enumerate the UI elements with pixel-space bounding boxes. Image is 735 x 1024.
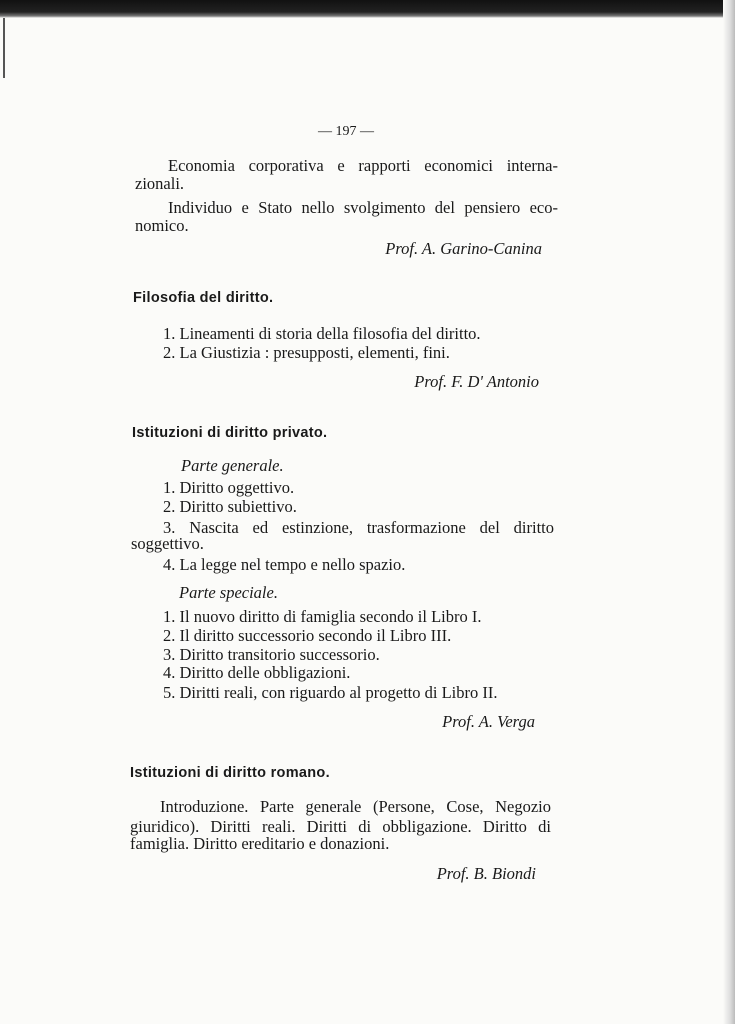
page-number: — 197 — [318,124,374,139]
section-heading: Istituzioni di diritto romano. [130,765,330,781]
scan-right-edge [723,0,735,1024]
scan-top-edge [0,0,735,18]
text-line: zionali. [135,174,185,193]
list-item: 1. Il nuovo diritto di famiglia secondo il Libro I. [163,607,482,626]
list-item: 3. Nascita ed estinzione, trasformazione del diritto [163,518,554,537]
list-item: 3. Diritto transitorio successorio. [163,645,380,664]
professor-name: Prof. B. Biondi [436,864,536,883]
text-line: Individuo e Stato nello svolgimento del pensiero eco- [168,198,558,217]
text-line: giuridico). Diritti reali. Diritti di obbligazione. Diritto di [130,817,551,836]
list-item: 2. La Giustizia : presupposti, elementi, fini. [163,343,450,362]
list-item: soggettivo. [131,534,204,553]
subheading: Parte speciale. [179,583,278,602]
list-item: 1. Diritto oggettivo. [163,478,295,497]
scan-left-edge [3,18,5,78]
text-line: Introduzione. Parte generale (Persone, Cose, Negozio [160,797,551,816]
professor-name: Prof. A. Garino-Canina [385,239,542,258]
list-item: 2. Il diritto successorio secondo il Libro III. [163,626,452,645]
list-item: 4. Diritto delle obbligazioni. [163,663,351,682]
section-heading: Filosofia del diritto. [133,290,274,306]
text-line: famiglia. Diritto ereditario e donazioni. [130,834,390,853]
professor-name: Prof. A. Verga [442,712,535,731]
list-item: 1. Lineamenti di storia della filosofia del diritto. [163,324,481,343]
list-item: 2. Diritto subiettivo. [163,497,297,516]
subheading: Parte generale. [181,456,284,475]
list-item: 5. Diritti reali, con riguardo al progetto di Libro II. [163,683,498,702]
text-line: Economia corporativa e rapporti economici interna- [168,156,558,175]
section-heading: Istituzioni di diritto privato. [132,425,328,441]
list-item: 4. La legge nel tempo e nello spazio. [163,555,406,574]
professor-name: Prof. F. D' Antonio [414,372,539,391]
text-line: nomico. [135,216,189,235]
